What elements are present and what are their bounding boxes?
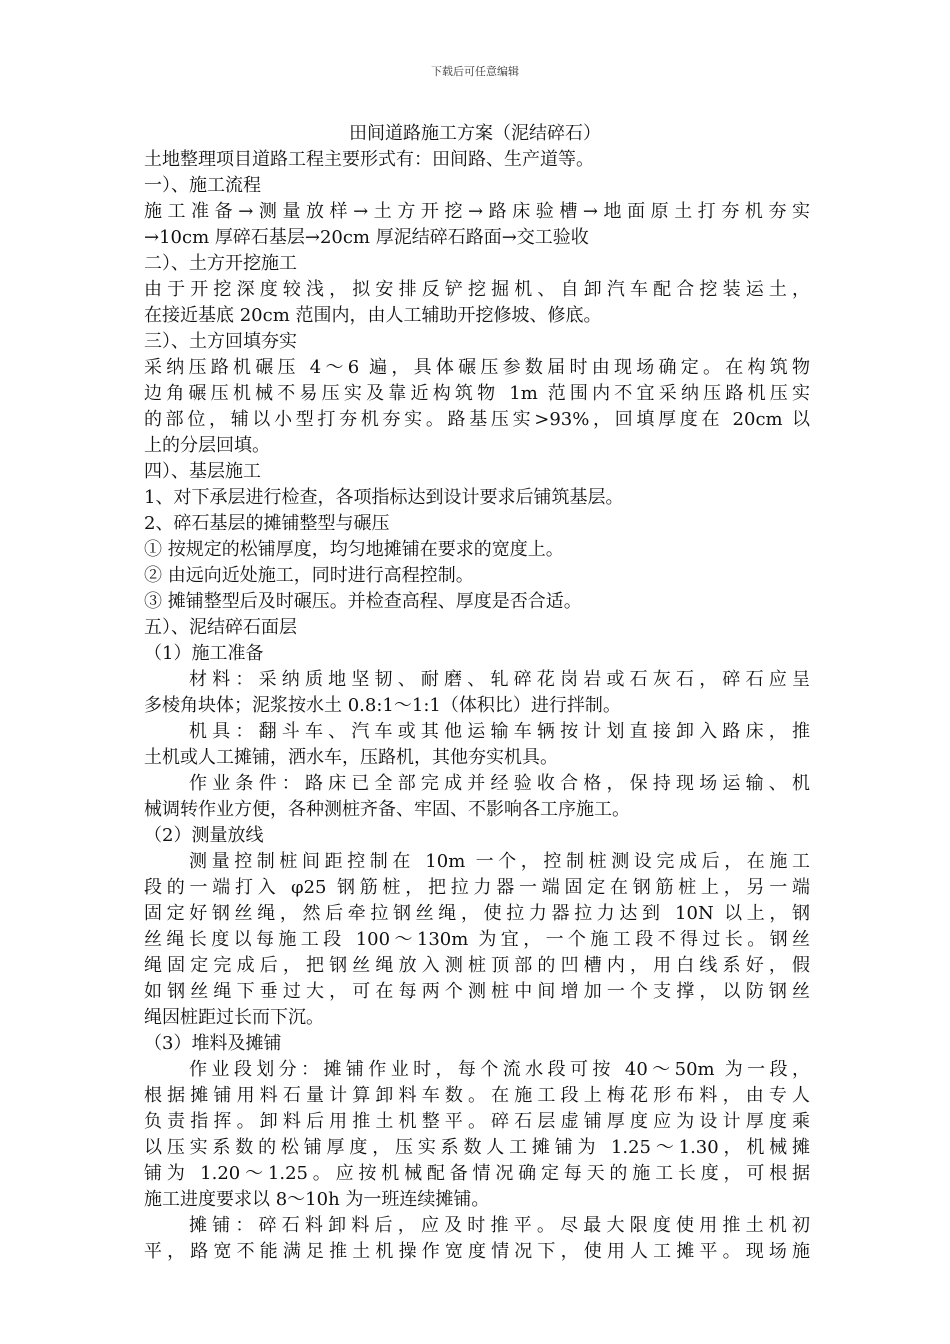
list-item: ① 按规定的松铺厚度，均匀地摊铺在要求的宽度上。 (144, 539, 564, 560)
subsection-heading: （3）堆料及摊铺 (144, 1033, 282, 1054)
paragraph-line: 丝绳长度以每施工段 100～130m 为宜，一个施工段不得过长。钢丝 (144, 929, 810, 950)
download-note: 下载后可任意编辑 (431, 65, 519, 78)
paragraph-line: 段的一端打入 φ25 钢筋桩，把拉力器一端固定在钢筋桩上，另一端 (144, 877, 810, 898)
paragraph-line: 多棱角块体；泥浆按水土 0.8:1～1:1（体积比）进行拌制。 (144, 695, 621, 716)
paragraph-line: 平，路宽不能满足推土机操作宽度情况下，使用人工摊平。现场施 (144, 1241, 810, 1262)
paragraph-line: 材料：采纳质地坚韧、耐磨、轧碎花岗岩或石灰石，碎石应呈 (189, 669, 810, 690)
paragraph-line: 绳因桩距过长而下沉。 (144, 1007, 324, 1028)
paragraph-line: 采纳压路机碾压 4～6 遍，具体碾压参数届时由现场确定。在构筑物 (144, 357, 810, 378)
paragraph-line: 施工进度要求以 8～10h 为一班连续摊铺。 (144, 1189, 490, 1210)
section-heading: 三）、土方回填夯实 (144, 331, 297, 352)
paragraph-line: 在接近基底 20cm 范围内，由人工辅助开挖修坡、修底。 (144, 305, 602, 326)
paragraph-line: 绳固定完成后，把钢丝绳放入测桩顶部的凹槽内，用白线系好，假 (144, 955, 810, 976)
paragraph-line: 2、碎石基层的摊铺整型与碾压 (144, 513, 390, 534)
paragraph-line: →10cm 厚碎石基层→20cm 厚泥结碎石路面→交工验收 (144, 227, 589, 248)
paragraph-line: 根据摊铺用料石量计算卸料车数。在施工段上梅花形布料，由专人 (144, 1085, 810, 1106)
document-body (144, 147, 810, 1265)
section-heading: 五）、泥结碎石面层 (144, 617, 297, 638)
subsection-heading: （2）测量放线 (144, 825, 264, 846)
section-heading: 二）、土方开挖施工 (144, 253, 297, 274)
paragraph-line: 上的分层回填。 (144, 435, 270, 456)
paragraph-line: 如钢丝绳下垂过大，可在每两个测桩中间增加一个支撑，以防钢丝 (144, 981, 810, 1002)
paragraph-line: 机具：翻斗车、汽车或其他运输车辆按计划直接卸入路床，推 (189, 721, 810, 742)
subsection-heading: （1）施工准备 (144, 643, 264, 664)
paragraph-line: 1、对下承层进行检查，各项指标达到设计要求后铺筑基层。 (144, 487, 624, 508)
paragraph-line: 土地整理项目道路工程主要形式有：田间路、生产道等。 (144, 149, 594, 170)
paragraph-line: 测量控制桩间距控制在 10m 一个，控制桩测设完成后，在施工 (189, 851, 810, 872)
paragraph-line: 铺为 1.20～1.25。应按机械配备情况确定每天的施工长度，可根据 (144, 1163, 810, 1184)
paragraph-line: 作业条件：路床已全部完成并经验收合格，保持现场运输、机 (189, 773, 810, 794)
paragraph-line: 土机或人工摊铺，洒水车，压路机，其他夯实机具。 (144, 747, 558, 768)
list-item: ② 由远向近处施工，同时进行高程控制。 (144, 565, 474, 586)
paragraph-line: 摊铺：碎石料卸料后，应及时推平。尽最大限度使用推土机初 (189, 1215, 810, 1236)
paragraph-line: 施工准备→测量放样→土方开挖→路床验槽→地面原土打夯机夯实 (144, 201, 810, 222)
paragraph-line: 作业段划分：摊铺作业时，每个流水段可按 40～50m 为一段， (189, 1059, 810, 1080)
section-heading: 一）、施工流程 (144, 175, 261, 196)
paragraph-line: 边角碾压机械不易压实及靠近构筑物 1m 范围内不宜采纳压路机压实 (144, 383, 810, 404)
section-heading: 四）、基层施工 (144, 461, 261, 482)
list-item: ③ 摊铺整型后及时碾压。并检查高程、厚度是否合适。 (144, 591, 582, 612)
paragraph-line: 负责指挥。卸料后用推土机整平。碎石层虚铺厚度应为设计厚度乘 (144, 1111, 810, 1132)
paragraph-line: 的部位，辅以小型打夯机夯实。路基压实>93%，回填厚度在 20cm 以 (144, 409, 810, 430)
paragraph-line: 械调转作业方便，各种测桩齐备、牢固、不影响各工序施工。 (144, 799, 630, 820)
paragraph-line: 由于开挖深度较浅，拟安排反铲挖掘机、自卸汽车配合挖装运土， (144, 279, 810, 300)
paragraph-line: 以压实系数的松铺厚度，压实系数人工摊铺为 1.25～1.30，机械摊 (144, 1137, 810, 1158)
paragraph-line: 固定好钢丝绳，然后牵拉钢丝绳，使拉力器拉力达到 10N 以上，钢 (144, 903, 810, 924)
document-title: 田间道路施工方案（泥结碎石） (349, 123, 601, 144)
